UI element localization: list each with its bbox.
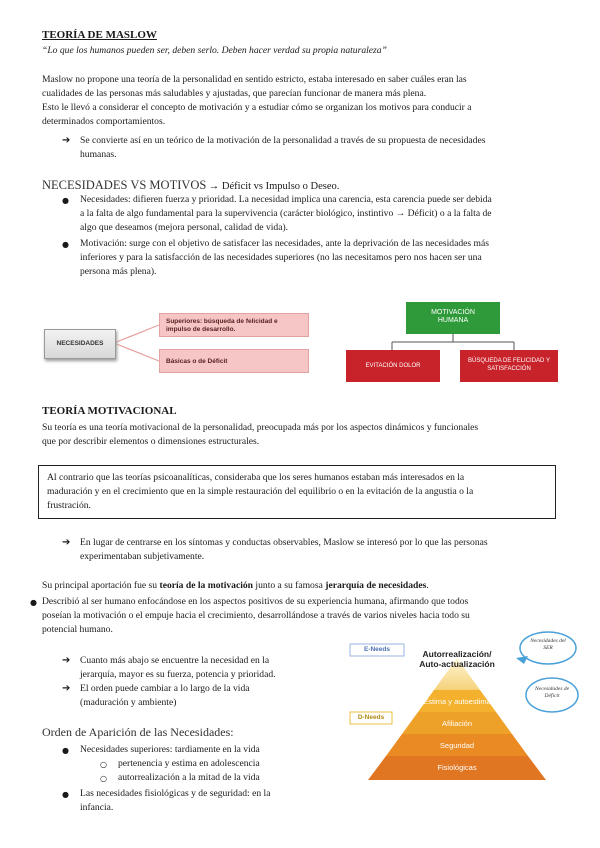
pyramid-top-label <box>400 649 514 669</box>
pyramid-physiological-label: Fisiológicas <box>437 763 477 772</box>
text-line: algo que deseamos (mejora personal, calidad de vida). <box>80 222 289 233</box>
text-line: maduración y en el crecimiento que en la simple restauración del equilibrio o en la evitación de la angustia o la <box>47 486 474 497</box>
order-bullet-2 <box>80 787 310 815</box>
bubble-deficit-label <box>528 686 576 700</box>
text-line: poseían la motivación o el empuje hacia el crecimiento, desarrollándose a través de varios niveles hacia todo su <box>42 610 470 621</box>
text-line: Al contrario que las teorías psicoanalíticas, consideraba que los seres humanos estaban más interesados en la <box>47 472 465 483</box>
hierarchy-arrow-1 <box>80 654 320 682</box>
text-line: BÚSQUEDA DE FELICIDAD Y <box>468 358 550 364</box>
circle-bullet-icon: ○ <box>100 760 107 769</box>
intro-line: determinados comportamientos. <box>42 116 166 127</box>
hierarchy-arrow-2 <box>80 682 320 710</box>
text-line: experimentaban subjetivamente. <box>80 551 205 562</box>
text-line: Motivación: surge con el objetivo de satisfacer las necesidades, ante la deprivación de las necesidades más <box>80 238 490 249</box>
text-line: Su teoría es una teoría motivacional de la personalidad, preocupada más por los aspectos dinámicos y funcionales <box>42 422 479 433</box>
text-line: frustración. <box>47 500 91 511</box>
motivational-heading: TEORÍA MOTIVACIONAL <box>42 405 177 417</box>
bullet-icon: ● <box>62 196 69 205</box>
bold-text: jerarquía de necesidades <box>325 580 427 591</box>
needs-basic-label: Básicas o de Déficit <box>166 358 228 365</box>
order-heading: Orden de Aparición de las Necesidades: <box>42 725 234 739</box>
needs-bullet-1 <box>80 193 560 235</box>
text-line: Necesidades del <box>530 638 566 644</box>
arrow-icon: ➔ <box>62 537 71 548</box>
text-line: SER <box>543 645 553 651</box>
text-line: humanas. <box>80 149 117 160</box>
circle-bullet-icon: ○ <box>100 774 107 783</box>
intro-line: Maslow no propone una teoría de la personalidad en sentido estricto, estaba interesado en saber cuáles eran las <box>42 74 467 85</box>
arrow-icon: ➔ <box>62 683 71 694</box>
text-line: Auto-actualización <box>419 659 495 669</box>
bullet-icon: ● <box>62 790 69 799</box>
text-line: Cuanto más abajo se encuentre la necesidad en la <box>80 655 270 666</box>
order-sub-2: autorrealización a la mitad de la vida <box>118 772 260 783</box>
intro-arrow-item <box>80 134 560 162</box>
needs-bullet-2 <box>80 237 560 279</box>
text-line: persona más plena). <box>80 266 157 277</box>
text-line: potencial humano. <box>42 624 113 635</box>
bubble-being-tail <box>516 656 528 664</box>
text-line: Autorrealización/ <box>422 649 492 659</box>
needs-superior-box <box>159 313 309 337</box>
bubble-being-label <box>522 638 574 652</box>
arrow-icon: ➔ <box>62 135 71 146</box>
text-line: Las necesidades fisiológicas y de seguridad: en la <box>80 788 271 799</box>
intro-line: Esto le llevó a considerar el concepto de motivación y a estudiar cómo se organizan los motivos para conducir a <box>42 102 472 113</box>
text-line: jerarquía, mayor es su fuerza, potencia y prioridad. <box>80 669 276 680</box>
pyramid-esteem-label: Estima y autoestima <box>423 697 491 706</box>
arrow-icon: ➔ <box>62 655 71 666</box>
d-needs-label: D-Needs <box>357 714 385 721</box>
needs-diagram <box>44 305 314 380</box>
motivational-paragraph <box>42 421 562 449</box>
quote: “Lo que los humanos pueden ser, deben serlo. Deben hacer verdad su propia naturaleza” <box>42 45 387 56</box>
text-line: HUMANA <box>437 317 469 324</box>
main-contribution <box>42 579 562 593</box>
motivation-root-box <box>406 302 500 334</box>
text-line: impulso de desarrollo. <box>166 326 236 333</box>
text-line: que por describir elementos o dimensiones estructurales. <box>42 436 260 447</box>
needs-root-box <box>44 329 116 359</box>
page-title: TEORÍA DE MASLOW <box>42 29 157 41</box>
text-line: (maduración y ambiente) <box>80 697 177 708</box>
text-span: junto a su famosa <box>253 580 326 591</box>
bullet-icon: ● <box>30 598 37 607</box>
intro-paragraph <box>42 73 562 129</box>
pyramid-affiliation-label: Afiliación <box>441 719 472 728</box>
motivation-diagram <box>346 300 560 385</box>
bold-text: teoría de la motivación <box>159 580 254 591</box>
needs-root-label: NECESIDADES <box>56 340 104 347</box>
text-line: Describió al ser humano enfocándose en los aspectos positivos de su experiencia humana, afirmando que todos <box>42 596 469 607</box>
happiness-search-box <box>460 350 558 382</box>
needs-heading-rest: → Déficit vs Impulso o Deseo. <box>208 181 340 192</box>
maslow-pyramid <box>330 630 580 800</box>
text-line: inferiores y para la satisfacción de las necesidades superiores (no las necesitamos pero nos hacen ser una <box>80 252 482 263</box>
text-line: a la falta de algo fundamental para la supervivencia (carácter biológico, instintivo → Déficit) o a la falta de <box>80 208 492 219</box>
text-line: Se convierte así en un teórico de la motivación de la personalidad a través de su propuesta de necesidades <box>80 135 486 146</box>
text-span: Su principal aportación fue su <box>42 580 160 591</box>
text-line: En lugar de centrarse en los síntomas y conductas observables, Maslow se interesó por lo que las personas <box>80 537 488 548</box>
intro-line: cualidades de las personas más saludables y ajustadas, que parecían funcionar de manera más plena. <box>42 88 427 99</box>
order-bullet-1: Necesidades superiores: tardiamente en la vida <box>80 744 260 755</box>
pain-avoidance-label: EVITACIÓN DOLOR <box>365 363 421 369</box>
bullet-icon: ● <box>62 240 69 249</box>
text-line: MOTIVACIÓN <box>431 309 475 316</box>
pain-avoidance-box <box>346 350 440 382</box>
text-line: Necesidades de <box>534 686 570 692</box>
needs-heading-title: NECESIDADES VS MOTIVOS <box>42 178 207 192</box>
bullet-icon: ● <box>62 746 69 755</box>
text-line: SATISFACCIÓN <box>487 366 531 372</box>
text-line: Necesidades: difieren fuerza y prioridad. La necesidad implica una carencia, esta carencia puede ser debida <box>80 194 492 205</box>
order-sub-1: pertenencia y estima en adolescencia <box>118 758 260 769</box>
text-line: infancia. <box>80 802 114 813</box>
needs-heading <box>42 178 339 194</box>
text-line: Déficit <box>544 693 560 699</box>
text-span: . <box>426 580 429 591</box>
highlight-box <box>38 465 556 519</box>
text-line: Superiores: búsqueda de felicidad e <box>166 318 278 325</box>
needs-basic-box <box>159 349 309 373</box>
text-line: El orden puede cambiar a lo largo de la vida <box>80 683 250 694</box>
e-needs-label: E-Needs <box>363 646 390 653</box>
pyramid-safety-label: Seguridad <box>439 741 475 750</box>
subjective-arrow-item <box>80 536 560 564</box>
